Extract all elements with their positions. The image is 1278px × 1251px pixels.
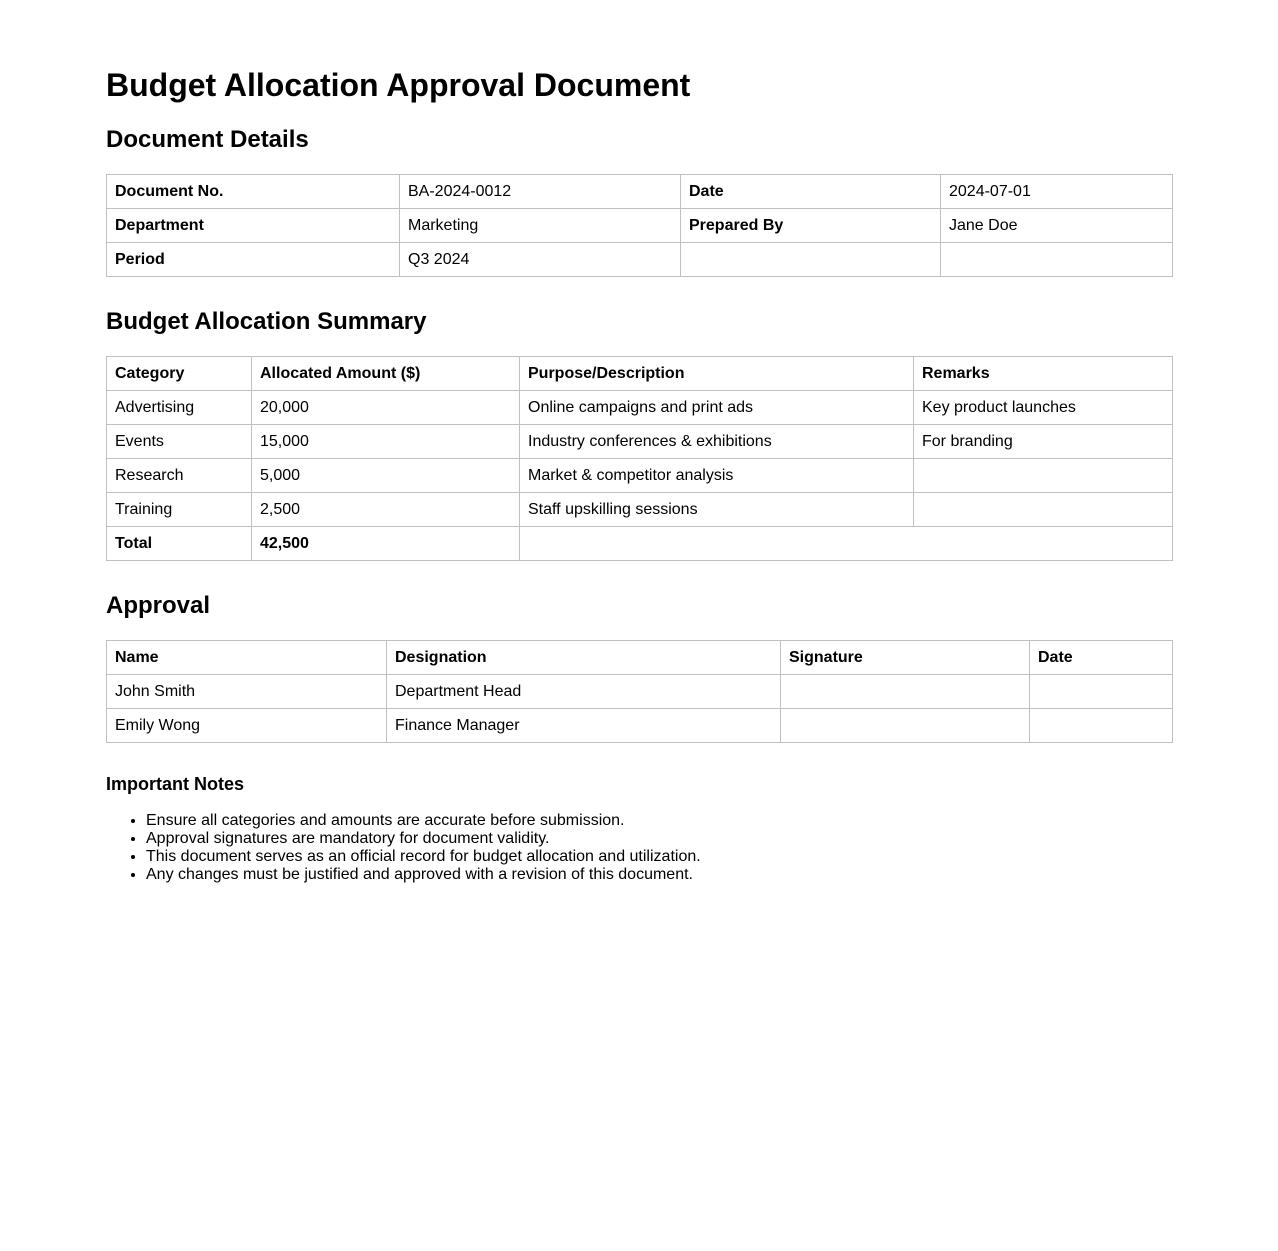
details-label: Prepared By bbox=[681, 209, 941, 243]
purpose-cell: Staff upskilling sessions bbox=[520, 493, 914, 527]
remarks-cell bbox=[914, 459, 1173, 493]
total-amount: 42,500 bbox=[252, 527, 520, 561]
table-row bbox=[107, 493, 1173, 527]
details-value: 2024-07-01 bbox=[941, 175, 1173, 209]
amount-cell: 2,500 bbox=[252, 493, 520, 527]
summary-heading: Budget Allocation Summary bbox=[106, 308, 427, 335]
approver-designation: Department Head bbox=[387, 675, 781, 709]
total-empty-cell bbox=[520, 527, 1173, 561]
column-header: Remarks bbox=[914, 357, 1173, 391]
list-item: • Ensure all categories and amounts are accurate before submission. bbox=[146, 812, 1172, 830]
approver-name: John Smith bbox=[107, 675, 387, 709]
details-value: Marketing bbox=[400, 209, 681, 243]
details-value: BA-2024-0012 bbox=[400, 175, 681, 209]
amount-cell: 20,000 bbox=[252, 391, 520, 425]
column-header: Name bbox=[107, 641, 387, 675]
details-row bbox=[107, 243, 1173, 277]
signature-cell bbox=[781, 709, 1030, 743]
details-label bbox=[681, 243, 941, 277]
date-cell bbox=[1030, 675, 1173, 709]
approver-designation: Finance Manager bbox=[387, 709, 781, 743]
details-label: Date bbox=[681, 175, 941, 209]
page-title: Budget Allocation Approval Document bbox=[106, 67, 691, 103]
details-value: Q3 2024 bbox=[400, 243, 681, 277]
column-header: Allocated Amount ($) bbox=[252, 357, 520, 391]
category-cell: Training bbox=[107, 493, 252, 527]
amount-cell: 5,000 bbox=[252, 459, 520, 493]
purpose-cell: Online campaigns and print ads bbox=[520, 391, 914, 425]
table-row bbox=[107, 675, 1173, 709]
summary-table bbox=[106, 356, 1173, 561]
details-heading: Document Details bbox=[106, 126, 309, 153]
category-cell: Events bbox=[107, 425, 252, 459]
total-row bbox=[107, 527, 1173, 561]
details-table bbox=[106, 174, 1173, 277]
column-header: Purpose/Description bbox=[520, 357, 914, 391]
total-label: Total bbox=[107, 527, 252, 561]
details-row bbox=[107, 209, 1173, 243]
table-row bbox=[107, 425, 1173, 459]
column-header: Designation bbox=[387, 641, 781, 675]
remarks-cell bbox=[914, 493, 1173, 527]
purpose-cell: Industry conferences & exhibitions bbox=[520, 425, 914, 459]
details-row bbox=[107, 175, 1173, 209]
remarks-cell: Key product launches bbox=[914, 391, 1173, 425]
details-value: Jane Doe bbox=[941, 209, 1173, 243]
column-header: Signature bbox=[781, 641, 1030, 675]
details-label: Period bbox=[107, 243, 400, 277]
details-label: Department bbox=[107, 209, 400, 243]
table-row bbox=[107, 459, 1173, 493]
column-header: Category bbox=[107, 357, 252, 391]
approval-heading: Approval bbox=[106, 592, 211, 619]
column-header: Date bbox=[1030, 641, 1173, 675]
approver-name: Emily Wong bbox=[107, 709, 387, 743]
list-item: • Approval signatures are mandatory for document validity. bbox=[146, 830, 1172, 848]
date-cell bbox=[1030, 709, 1173, 743]
notes-list bbox=[106, 812, 1172, 884]
amount-cell: 15,000 bbox=[252, 425, 520, 459]
table-row bbox=[107, 391, 1173, 425]
remarks-cell: For branding bbox=[914, 425, 1173, 459]
signature-cell bbox=[781, 675, 1030, 709]
category-cell: Advertising bbox=[107, 391, 252, 425]
notes-heading: Important Notes bbox=[106, 774, 245, 794]
summary-header-row bbox=[107, 357, 1173, 391]
details-value bbox=[941, 243, 1173, 277]
approval-table bbox=[106, 640, 1173, 743]
list-item: • Any changes must be justified and approved with a revision of this document. bbox=[146, 866, 1172, 884]
table-row bbox=[107, 709, 1173, 743]
details-label: Document No. bbox=[107, 175, 400, 209]
approval-header-row bbox=[107, 641, 1173, 675]
category-cell: Research bbox=[107, 459, 252, 493]
purpose-cell: Market & competitor analysis bbox=[520, 459, 914, 493]
list-item: • This document serves as an official record for budget allocation and utilization. bbox=[146, 848, 1172, 866]
